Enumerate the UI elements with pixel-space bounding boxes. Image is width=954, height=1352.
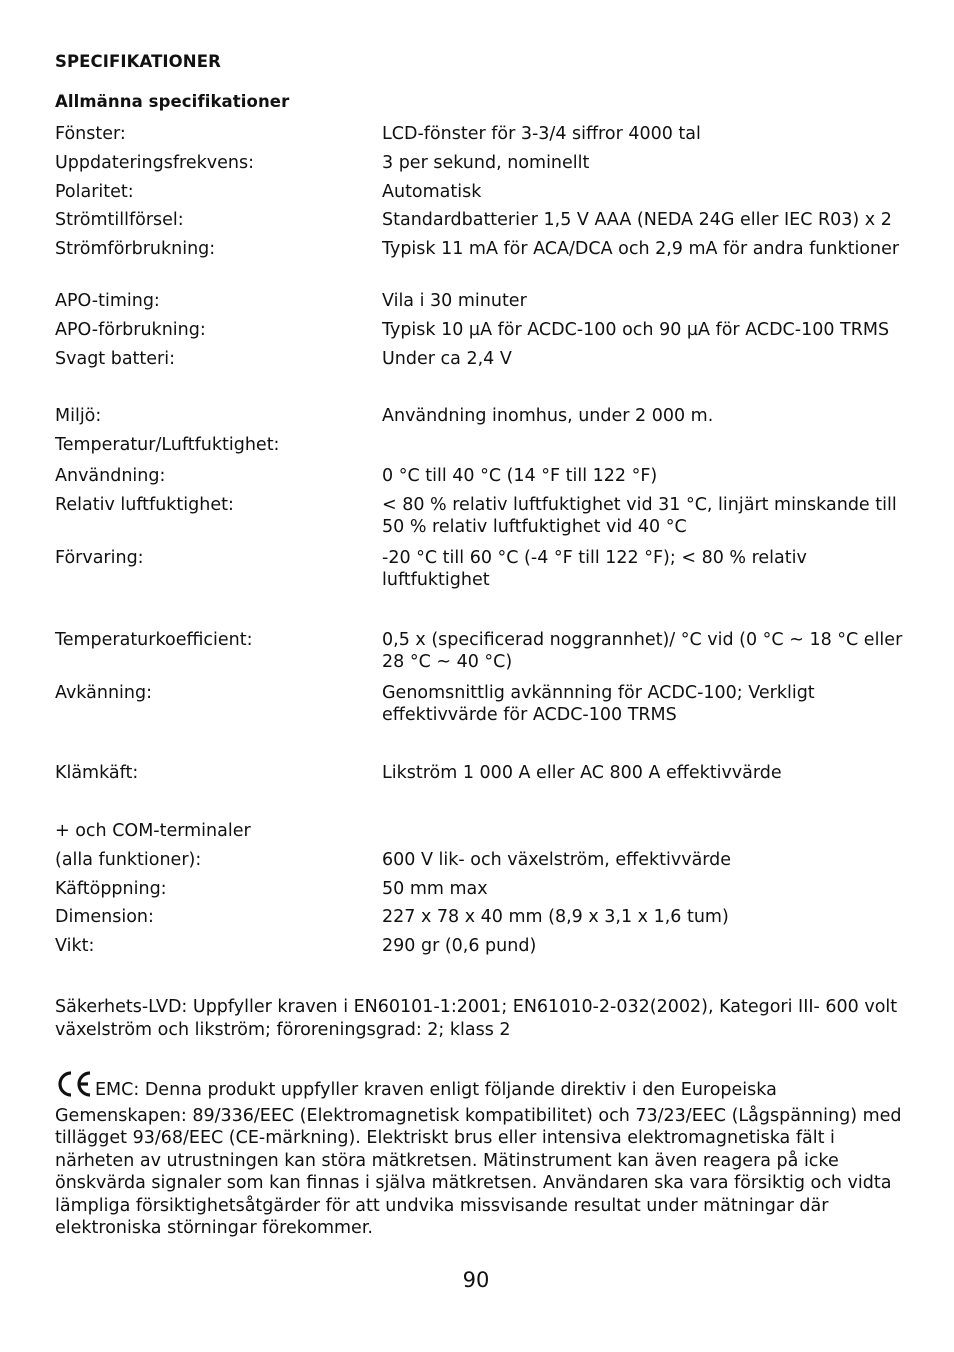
spec-value: Typisk 10 µA för ACDC-100 och 90 µA för ACDC-100 TRMS	[382, 320, 890, 340]
spec-value: LCD-fönster för 3-3/4 siffror 4000 tal	[382, 124, 701, 144]
spec-value: < 80 % relativ luftfuktighet vid 31 °C, linjärt minskande till 50 % relativ luftfuktighet vid 40 °C	[382, 495, 897, 537]
spec-value: Under ca 2,4 V	[382, 349, 512, 369]
spec-value: 227 x 78 x 40 mm (8,9 x 3,1 x 1,6 tum)	[382, 907, 729, 927]
spec-value: Typisk 11 mA för ACA/DCA och 2,9 mA för andra funktioner	[382, 239, 900, 259]
spec-value: 600 V lik- och växelström, effektivvärde	[382, 850, 732, 870]
spec-label: Temperaturkoefficient:	[55, 630, 253, 650]
spec-label: Vikt:	[55, 936, 95, 956]
spec-label: Dimension:	[55, 907, 154, 927]
spec-label: Klämkäft:	[55, 763, 139, 783]
section-title: SPECIFIKATIONER	[55, 52, 221, 71]
emc-paragraph	[55, 1070, 905, 1240]
spec-value: Standardbatterier 1,5 V AAA (NEDA 24G eller IEC R03) x 2	[382, 210, 892, 230]
spec-label: Relativ luftfuktighet:	[55, 495, 234, 515]
spec-label: Förvaring:	[55, 548, 144, 568]
spec-value: 3 per sekund, nominellt	[382, 153, 590, 173]
spec-label: Svagt batteri:	[55, 349, 175, 369]
spec-value: 50 mm max	[382, 879, 488, 899]
spec-label: APO-timing:	[55, 291, 160, 311]
spec-label: Temperatur/Luftfuktighet:	[55, 435, 280, 455]
spec-label: Miljö:	[55, 406, 102, 426]
spec-value: Vila i 30 minuter	[382, 291, 527, 311]
spec-value: Likström 1 000 A eller AC 800 A effektivvärde	[382, 763, 782, 783]
spec-value: 0 °C till 40 °C (14 °F till 122 °F)	[382, 466, 658, 486]
spec-label: Fönster:	[55, 124, 126, 144]
spec-label: APO-förbrukning:	[55, 320, 206, 340]
spec-value: 290 gr (0,6 pund)	[382, 936, 537, 956]
spec-label: Käftöppning:	[55, 879, 167, 899]
spec-value: Automatisk	[382, 182, 482, 202]
emc-text: EMC: Denna produkt uppfyller kraven enligt följande direktiv i den Europeiska Gemenskapen: 89/336/EEC (Elektromagnetisk kompatibilitet) och 73/23/EEC (Lågspänning) med tillägget 93/68/EEC (CE-märkning). Elektriskt brus eller intensiva elektromagnetiska fält i närheten av utrustningen kan störa mätkretsen. Mätinstrument kan även reagera på icke önskvärda signaler som kan finnas i själva mätkretsen. Användaren ska vara försiktig och vidta lämpliga försiktighetsåtgärder för att undvika missvisande resultat under mätningar där elektroniska störningar förekommer.	[55, 1080, 902, 1238]
spec-value: -20 °C till 60 °C (-4 °F till 122 °F); < 80 % relativ luftfuktighet	[382, 548, 807, 590]
spec-label: Avkänning:	[55, 683, 152, 703]
spec-label: Strömtillförsel:	[55, 210, 184, 230]
document-page	[55, 0, 905, 1352]
spec-label: + och COM-terminaler	[55, 821, 251, 841]
spec-label: Användning:	[55, 466, 166, 486]
spec-value: Genomsnittlig avkännning för ACDC-100; Verkligt effektivvärde för ACDC-100 TRMS	[382, 683, 815, 725]
spec-label: Strömförbrukning:	[55, 239, 216, 259]
section-subtitle: Allmänna specifikationer	[55, 92, 290, 111]
spec-value: Användning inomhus, under 2 000 m.	[382, 406, 714, 426]
spec-value: 0,5 x (specificerad noggrannhet)/ °C vid (0 °C ~ 18 °C eller 28 °C ~ 40 °C)	[382, 630, 903, 672]
page-number: 90	[462, 1268, 490, 1292]
spec-label: (alla funktioner):	[55, 850, 202, 870]
spec-label: Polaritet:	[55, 182, 134, 202]
safety-paragraph: Säkerhets-LVD: Uppfyller kraven i EN60101-1:2001; EN61010-2-032(2002), Kategori III- 600 volt växelström och likström; föroreningsgrad: 2; klass 2	[55, 997, 898, 1040]
ce-mark-icon	[55, 1070, 93, 1105]
spec-label: Uppdateringsfrekvens:	[55, 153, 254, 173]
